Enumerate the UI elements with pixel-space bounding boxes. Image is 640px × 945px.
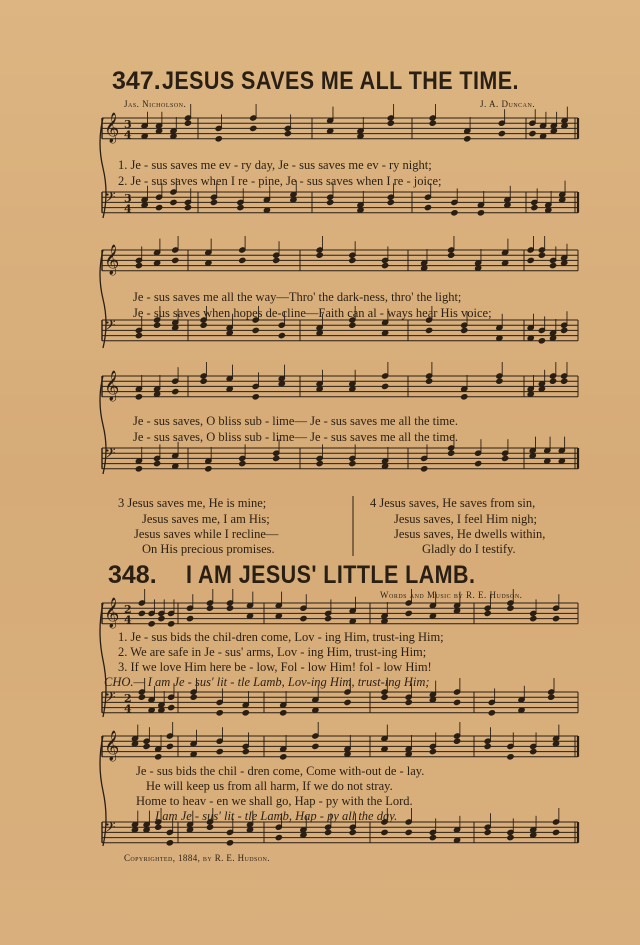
hymn-347-line2-verse2: Je - sus saves when hopes de-cline—Faith can al - ways hear His voice;: [133, 306, 492, 320]
svg-text:2: 2: [124, 692, 132, 705]
svg-text:4: 4: [124, 613, 132, 627]
hymn-348-line1-verse2: 2. We are safe in Je - sus' arms, Lov - ing Him, trust-ing Him;: [118, 645, 427, 659]
svg-text:𝄞: 𝄞: [104, 371, 120, 401]
hymn-347-author: Jas. Nicholson.: [124, 99, 187, 109]
svg-text:𝄞: 𝄞: [104, 598, 120, 628]
hymn-348-line2-verse2: He will keep us from all harm, If we do not stray.: [146, 779, 393, 793]
hymn-348-line2-verse3: Home to heav - en we shall go, Hap - py with the Lord.: [136, 794, 413, 808]
hymn-347-line3-verse2: Je - sus saves, O bliss sub - lime— Je - sus saves me all the time.: [133, 430, 458, 444]
hymn-347-verse4-line3: Jesus saves, He dwells within,: [394, 527, 546, 541]
svg-text:𝄢: 𝄢: [104, 189, 116, 210]
hymn-347-line3-verse1: Je - sus saves, O bliss sub - lime— Je - sus saves me all the time.: [133, 414, 458, 428]
svg-text:𝄞: 𝄞: [104, 113, 120, 143]
svg-text:4: 4: [124, 702, 132, 716]
hymn-347-composer: J. A. Duncan.: [480, 99, 536, 109]
hymn-347-verse4-line1: 4 Jesus saves, He saves from sin,: [370, 496, 536, 510]
hymn-348-line2-verse1: Je - sus bids the chil - dren come, Come with-out de - lay.: [136, 764, 425, 778]
hymn-347-title: JESUS SAVES ME ALL THE TIME.: [162, 67, 519, 95]
hymn-347-line2-verse1: Je - sus saves me all the way—Thro' the dark-ness, thro' the light;: [133, 290, 462, 304]
svg-text:3: 3: [124, 192, 132, 205]
hymn-347-verse3-line3: Jesus saves while I recline—: [134, 527, 279, 541]
svg-text:4: 4: [124, 128, 132, 142]
hymn-347-verse4-line4: Gladly do I testify.: [422, 542, 516, 556]
hymn-348-line1-verse1: 1. Je - sus bids the chil-dren come, Lov - ing Him, trust-ing Him;: [118, 630, 444, 644]
hymn-347-verse3-line1: 3 Jesus saves me, He is mine;: [118, 496, 267, 510]
svg-text:3: 3: [124, 118, 132, 131]
hymn-348-credit: Words and Music by R. E. Hudson.: [380, 590, 523, 600]
hymn-348-number: 348.: [108, 561, 157, 589]
svg-text:2: 2: [124, 603, 132, 616]
copyright-notice: Copyrighted, 1884, by R. E. Hudson.: [124, 853, 270, 863]
hymn-348-chorus-line2: I am Je - sus' lit - tle Lamb, Hap - py all the day.: [155, 809, 398, 823]
svg-text:𝄢: 𝄢: [104, 689, 116, 710]
hymn-347-verse3-line4: On His precious promises.: [142, 542, 275, 556]
hymn-348-line1-verse3: 3. If we love Him here be - low, Fol - low Him! fol - low Him!: [118, 660, 432, 674]
svg-text:𝄢: 𝄢: [104, 317, 116, 338]
svg-text:𝄞: 𝄞: [104, 731, 120, 761]
hymn-348-chorus-line1: CHO.— I am Je - sus' lit - tle Lamb, Lov-ing Him, trust-ing Him;: [104, 675, 430, 689]
svg-text:4: 4: [124, 202, 132, 216]
hymn-348-title: I AM JESUS' LITTLE LAMB.: [186, 561, 476, 589]
hymn-347-line1-verse1: 1. Je - sus saves me ev - ry day, Je - sus saves me ev - ry night;: [118, 158, 432, 172]
svg-text:𝄞: 𝄞: [104, 245, 120, 275]
hymn-347-verse4-line2: Jesus saves, I feel Him nigh;: [394, 512, 538, 526]
hymn-347-line1-verse2: 2. Je - sus saves when I re - pine, Je - sus saves when I re - joice;: [118, 174, 442, 188]
hymn-347-verse3-line2: Jesus saves me, I am His;: [142, 512, 270, 526]
svg-text:𝄢: 𝄢: [104, 819, 116, 840]
svg-text:𝄢: 𝄢: [104, 445, 116, 466]
hymn-347-number: 347.: [112, 67, 161, 95]
